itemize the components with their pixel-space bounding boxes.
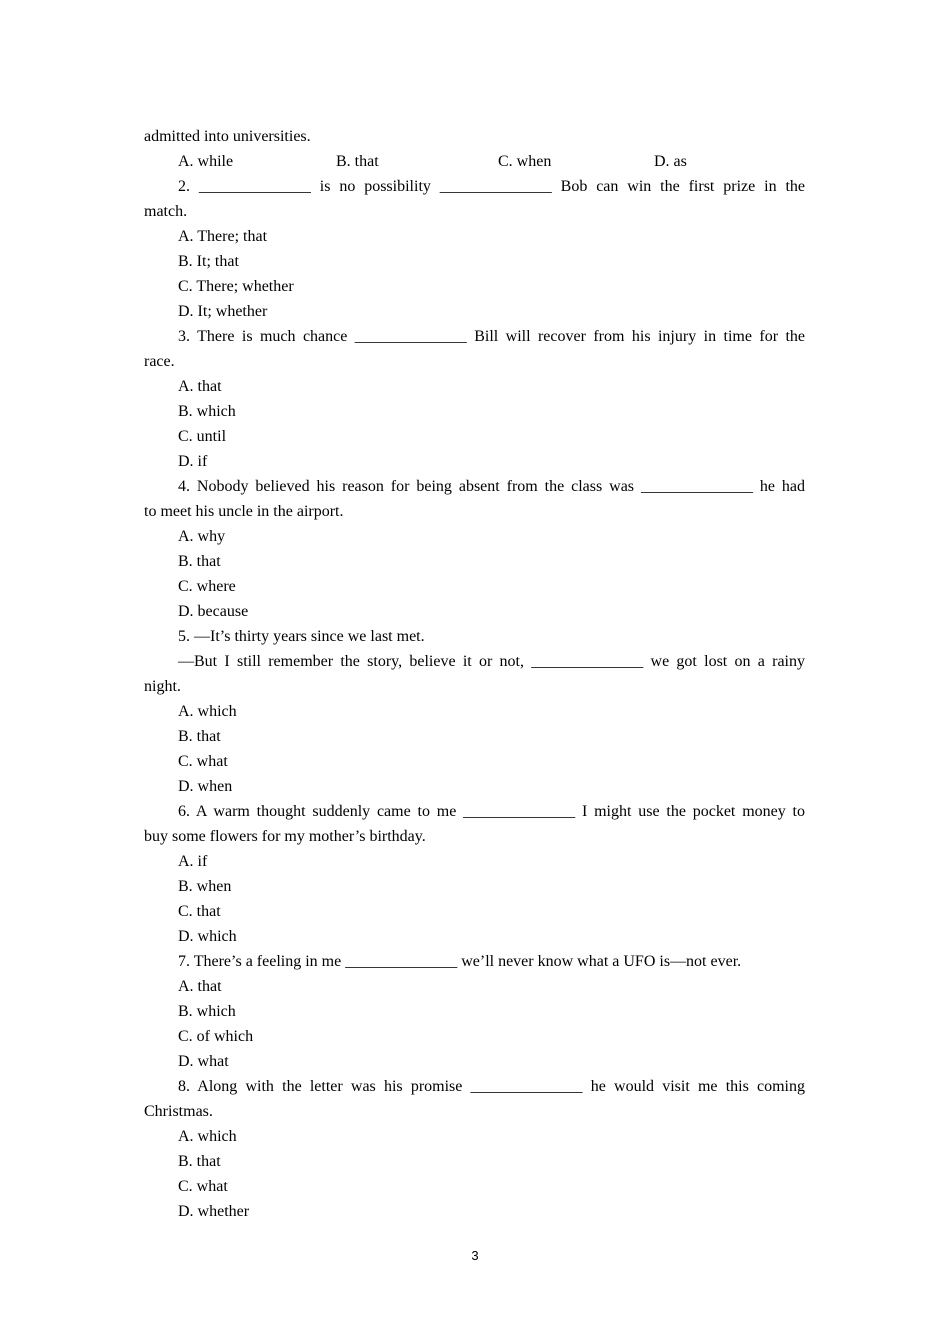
answer-option: C. when [498, 153, 552, 170]
text-line: to meet his uncle in the airport. [144, 503, 344, 520]
question-text: 3. There is much chance ______________ Bill will recover from his injury in time for the [178, 328, 805, 345]
answer-option: D. when [178, 778, 233, 795]
question-text: 7. There’s a feeling in me ______________ we’ll never know what a UFO is—not ever. [178, 953, 742, 970]
answer-option: B. It; that [178, 253, 239, 270]
answer-option: D. because [178, 603, 249, 620]
answer-option: D. as [654, 153, 687, 170]
text-line: match. [144, 203, 188, 220]
text-line: Christmas. [144, 1103, 213, 1120]
answer-option: A. which [178, 1128, 237, 1145]
answer-option: D. if [178, 453, 208, 470]
text-line: race. [144, 353, 175, 370]
answer-option: D. It; whether [178, 303, 268, 320]
answer-option: C. until [178, 428, 227, 445]
question-text: 5. —It’s thirty years since we last met. [178, 628, 425, 645]
answer-option: B. that [178, 553, 221, 570]
answer-option: C. what [178, 1178, 228, 1195]
answer-option: D. which [178, 928, 237, 945]
page-number: 3 [471, 1248, 479, 1263]
text-line: night. [144, 678, 181, 695]
question-text: 6. A warm thought suddenly came to me ______________ I might use the pocket money to [178, 803, 805, 820]
answer-option: C. There; whether [178, 278, 294, 295]
text-line: admitted into universities. [144, 128, 311, 145]
answer-option: A. while [178, 153, 234, 170]
answer-option: C. that [178, 903, 221, 920]
question-text: 4. Nobody believed his reason for being absent from the class was ______________ he had [178, 478, 805, 495]
answer-option: B. when [178, 878, 232, 895]
answer-option: B. that [336, 153, 379, 170]
answer-option: A. why [178, 528, 226, 545]
answer-option: A. which [178, 703, 237, 720]
document-body [144, 124, 805, 1224]
answer-option: A. if [178, 853, 208, 870]
answer-option: D. whether [178, 1203, 250, 1220]
question-text: —But I still remember the story, believe it or not, ______________ we got lost on a rainy [178, 653, 805, 670]
answer-option: B. which [178, 1003, 236, 1020]
answer-option: D. what [178, 1053, 229, 1070]
answer-option: A. that [178, 978, 222, 995]
answer-option: A. There; that [178, 228, 268, 245]
answer-option: C. where [178, 578, 236, 595]
answer-option: B. which [178, 403, 236, 420]
question-text: 8. Along with the letter was his promise ______________ he would visit me this coming [178, 1078, 805, 1095]
answer-option: B. that [178, 728, 221, 745]
answer-option: B. that [178, 1153, 221, 1170]
options-row [144, 149, 805, 174]
text-line: buy some flowers for my mother’s birthday. [144, 828, 426, 845]
answer-option: A. that [178, 378, 222, 395]
answer-option: C. what [178, 753, 228, 770]
question-text: 2. ______________ is no possibility ______________ Bob can win the first prize in the [178, 178, 805, 195]
answer-option: C. of which [178, 1028, 254, 1045]
